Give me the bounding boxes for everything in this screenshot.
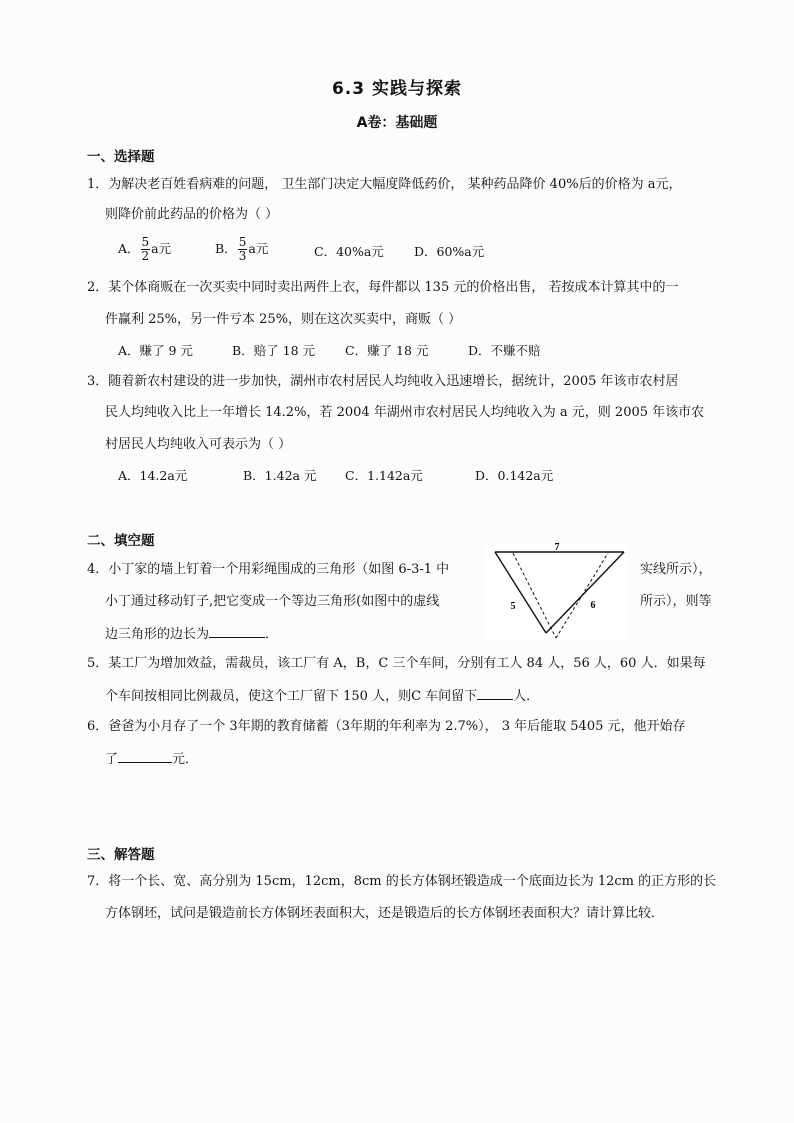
q5-line1: 5．某工厂为增加效益，需裁员，该工厂有 A，B，C 三个车间，分别有工人 84 人，56 人，60 人．如果每 [87,656,706,671]
q1-option-a-fraction [141,236,151,263]
q2-line1: 2．某个体商贩在一次买卖中同时卖出两件上衣，每件都以 135 元的价格出售， 若按成本计算其中的一 [87,280,679,295]
triangle-figure [483,542,628,641]
figure-label-right: 6 [590,600,596,611]
q4-line3 [105,624,278,644]
q1-line2: 则降价前此药品的价格为（ ） [105,207,279,222]
q3-option-c: C．1.142a元 [345,468,423,483]
fraction-numerator: 5 [141,235,150,249]
q3-line3: 村居民人均纯收入可表示为（ ） [105,437,292,452]
q1-option-b-label: B． [215,241,237,256]
q1-option-b-fraction [238,236,248,263]
q1-option-c: C．40%a元 [314,244,384,259]
q1-option-b [215,236,268,263]
q1-option-a [118,236,171,263]
q6-line2-text: 了 [105,752,119,767]
q5-line2 [105,686,539,706]
q7-line2: 方体钢坯，试问是锻造前长方体钢坯表面积大，还是锻造后的长方体钢坯表面积大？请计算比较． [105,906,665,921]
fraction-denominator: 2 [141,249,150,263]
q1-option-b-suffix: a元 [248,241,269,256]
q3-option-d: D．0.142a元 [475,468,554,483]
q4-answer-blank[interactable] [209,624,265,638]
q1-option-a-suffix: a元 [151,241,172,256]
section-heading-fill: 二、填空题 [87,533,155,549]
q2-option-d: D．不赚不赔 [468,343,541,358]
page-subtitle: A卷：基础题 [356,115,438,131]
fraction-denominator: 3 [238,249,247,263]
q5-line2-text: 个车间按相同比例裁员，使这个工厂留下 150 人，则C 车间留下 [105,689,478,704]
q2-option-b: B．赔了 18 元 [232,343,316,358]
q6-line2 [105,749,198,769]
q4-line3-end: ． [265,627,279,642]
q2-line2: 件赢利 25%，另一件亏本 25%，则在这次买卖中，商贩（ ） [105,312,462,327]
q2-option-a: A．赚了 9 元 [118,343,193,358]
q4-line2a: 小丁通过移动钉子,把它变成一个等边三角形(如图中的虚线 [105,594,440,609]
q6-answer-blank[interactable] [118,749,172,763]
q1-line1: 1．为解决老百姓看病难的问题， 卫生部门决定大幅度降低药价， 某种药品降价 40%后的价格为 a元， [87,177,682,192]
q7-line1: 7．将一个长、宽、高分别为 15cm，12cm，8cm 的长方体钢坯锻造成一个底面边长为 12cm 的正方形的长 [87,874,717,889]
q4-line3-text: 边三角形的边长为 [105,627,210,642]
q1-option-a-label: A． [118,241,140,256]
q4-line1b: 实线所示）， [640,562,712,577]
page-title: 6.3 实践与探索 [331,79,463,99]
q3-option-b: B．1.42a 元 [243,468,317,483]
q2-option-c: C．赚了 18 元 [345,343,429,358]
q3-line2: 民人均纯收入比上一年增长 14.2%，若 2004 年湖州市农村居民人均纯收入为 a 元，则 2005 年该市农 [105,405,705,420]
q3-line1: 3．随着新农村建设的进一步加快，湖州市农村居民人均纯收入迅速增长，据统计，2005 年该市农村居 [87,374,679,389]
q3-option-a: A．14.2a元 [118,468,188,483]
section-heading-solve: 三、解答题 [87,847,155,863]
figure-label-top: 7 [554,542,560,553]
q4-line1a: 4．小丁家的墙上钉着一个用彩绳围成的三角形（如图 6-3-1 中 [87,562,450,577]
q5-answer-blank[interactable] [477,686,513,700]
q6-line2-end: 元． [172,752,199,767]
q5-line2-end: 人． [513,689,540,704]
q1-option-d: D．60%a元 [414,244,485,259]
section-heading-choice: 一、选择题 [87,149,155,165]
figure-label-left: 5 [510,601,516,612]
q6-line1: 6．爸爸为小月存了一个 3年期的教育储蓄（3年期的年利率为 2.7%）， 3 年后能取 5405 元，他开始存 [87,719,686,734]
fraction-numerator: 5 [238,235,247,249]
q4-line2b: 所示），则等 [640,594,712,609]
